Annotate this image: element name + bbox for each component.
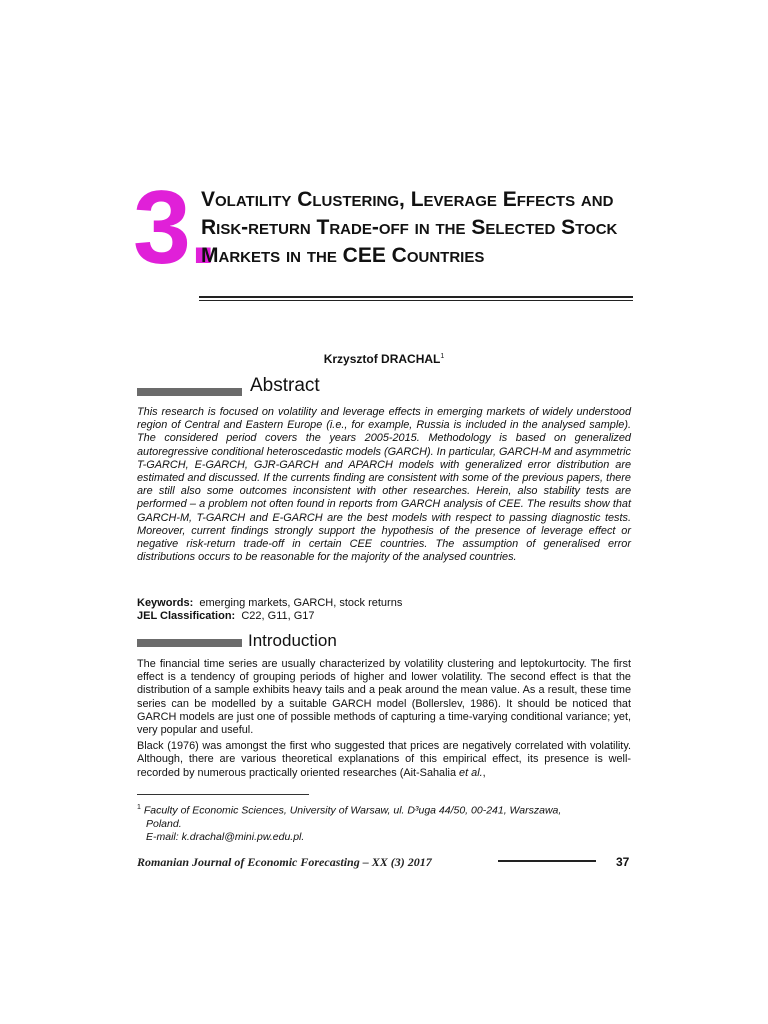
jel-line bbox=[137, 609, 315, 623]
keywords-value: emerging markets, GARCH, stock returns bbox=[199, 597, 403, 609]
article-title: Volatility Clustering, Leverage Effects and Risk-return Trade-off in the Selected Stock Markets in the CEE Countries bbox=[201, 188, 618, 267]
footnote-line-1: Faculty of Economic Sciences, University of Warsaw, ul. D³uga 44/50, 00-241, Warszawa, bbox=[143, 804, 562, 817]
intro-paragraph-2-etal: et al. bbox=[459, 766, 483, 779]
intro-paragraph-2-text: Black (1976) was amongst the first who suggested that prices are negatively correlated with volatility. Although, there are various theoretical explanations of this empirical effect, its presence is well-recorded by numerous practically oriented researches (Ait-Sahalia bbox=[137, 740, 631, 779]
intro-paragraph-2 bbox=[137, 740, 631, 780]
abstract-heading: Abstract bbox=[250, 375, 320, 396]
footnote-email: E-mail: k.drachal@mini.pw.edu.pl. bbox=[146, 830, 305, 843]
jel-value: C22, G11, G17 bbox=[241, 610, 315, 622]
intro-paragraph-2-end: , bbox=[482, 766, 486, 779]
footnote-line-2: Poland. bbox=[146, 817, 182, 830]
jel-label: JEL Classification: bbox=[137, 610, 236, 622]
keywords-line bbox=[137, 596, 402, 610]
title-divider bbox=[199, 296, 633, 301]
footnote-divider bbox=[137, 794, 309, 795]
keywords-label: Keywords: bbox=[137, 597, 194, 609]
introduction-heading: Introduction bbox=[248, 631, 337, 650]
intro-paragraph-1: The financial time series are usually characterized by volatility clustering and leptokurtocity. The first effect is a tendency of grouping periods of higher and lower volatility. The second effect is that the distribution of a sample exhibits heavy tails and a peak around the mean value. As a result, these time series can be modelled by a suitable GARCH model (Bollerslev, 1986). It should be noticed that GARCH models are just one of possible methods of capturing a time-varying conditional variance; yet, very popular and useful. bbox=[137, 658, 631, 737]
introduction-bar bbox=[137, 639, 242, 647]
abstract-bar bbox=[137, 388, 242, 396]
page-number: 37 bbox=[616, 855, 630, 869]
footer-divider bbox=[498, 860, 596, 862]
abstract-text: This research is focused on volatility and leverage effects in emerging markets of widely understood region of Central and Eastern Europe (i.e., for example, Russia is included in the analysed sample). The considered period covers the years 2005-2015. Methodology is based on generalized autoregressive conditional heteroscedastic models (GARCH). In particular, GARCH-M and asymmetric T-GARCH, E-GARCH, GJR-GARCH and APARCH models with generalized error distribution are estimated and discussed. If the currents finding are consistent with some of the previous papers, there are still also some outcomes inconsistent with other researches. Herein, also stability tests are performed – a problem not often found in reports from GARCH analysis of CEE. The results show that GARCH-M, T-GARCH and E-GARCH are the best models with respect to passing diagnostic tests. Moreover, current findings strongly support the hypothesis of the presence of leverage effect or negative risk-return trade-off in certain CEE countries. The assumption of generalised error distributions occurs to be reasonable for the majority of the analysed countries. bbox=[137, 406, 631, 564]
chapter-number: 3. bbox=[133, 170, 216, 286]
footnote bbox=[137, 801, 631, 844]
footnote-mark: 1 bbox=[137, 804, 141, 811]
author-line bbox=[137, 352, 631, 366]
journal-footer: Romanian Journal of Economic Forecasting – XX (3) 2017 bbox=[137, 855, 432, 869]
introduction-body bbox=[137, 658, 631, 783]
author-footnote-mark: 1 bbox=[440, 353, 445, 360]
author-name: Krzysztof DRACHAL bbox=[323, 352, 441, 366]
